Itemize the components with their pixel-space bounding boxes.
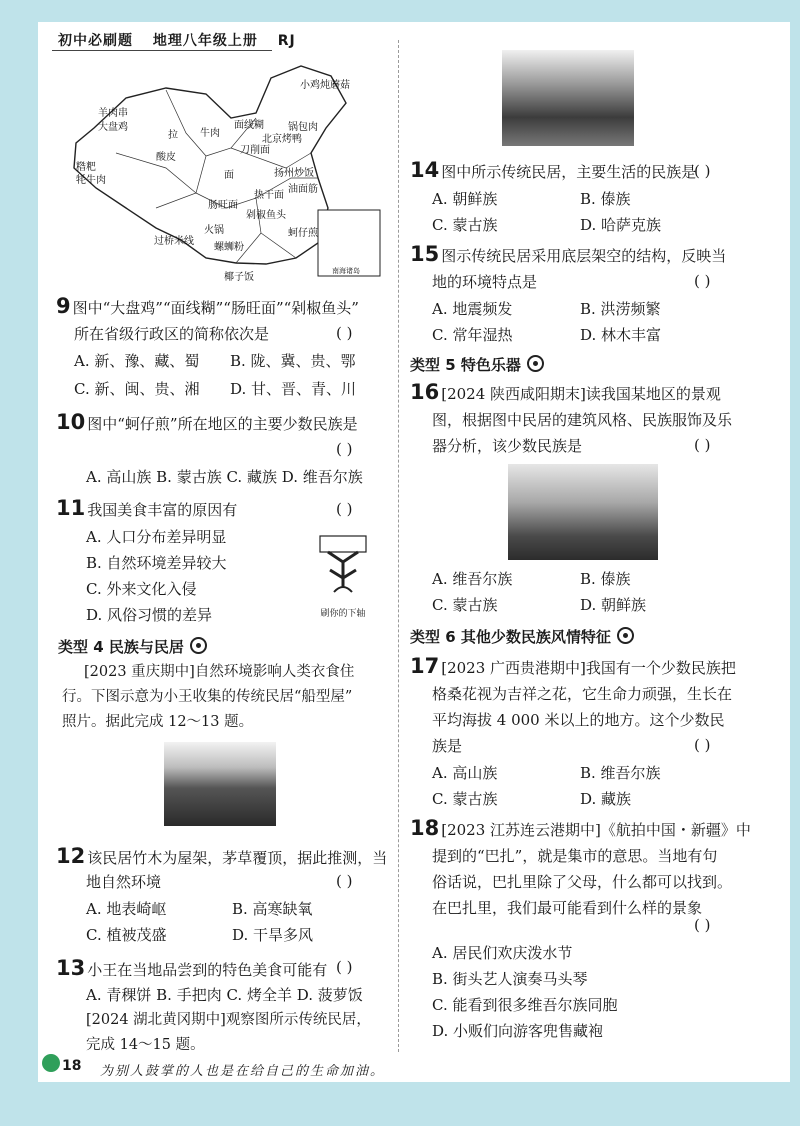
answer-blank[interactable]: ( ) [336, 324, 353, 342]
intro-12-13 [62, 660, 354, 735]
question-stem-cont: 俗话说，巴扎里除了父母，什么都可以找到。 [432, 873, 733, 891]
question-number: 15 [410, 242, 440, 266]
question-number: 10 [56, 410, 86, 434]
answer-blank[interactable]: ( ) [336, 500, 353, 518]
section-title-text: 类型 6 其他少数民族风情特征 [410, 628, 611, 646]
map-label: 北京烤鸭 [262, 134, 302, 145]
question-16 [410, 380, 721, 406]
question-stem-cont: 族是 [432, 737, 463, 755]
option-a[interactable]: A. 维吾尔族 [432, 570, 513, 588]
option-a[interactable]: A. 新、豫、藏、蜀 [74, 352, 200, 370]
option-b[interactable]: B. 高寒缺氧 [232, 900, 313, 918]
intro-line: [2023 重庆期中]自然环境影响人类衣食住 [84, 664, 355, 680]
subject-title: 地理八年级上册 [152, 33, 258, 49]
question-stem-cont: 器分析，该少数民族是 [432, 437, 583, 455]
question-stem-cont: 图，根据图中民居的建筑风格、民族服饰及乐 [432, 411, 733, 429]
brand-logo-icon [42, 1054, 60, 1072]
stamp-caption: 刷你的下轴 [320, 609, 366, 619]
question-stem-cont: 在巴扎里，我们最可能看到什么样的景象 [432, 899, 703, 917]
option-a[interactable]: A. 居民们欢庆泼水节 [432, 944, 573, 962]
column-divider [398, 40, 399, 1052]
header-rule [52, 50, 272, 51]
option-c[interactable]: C. 外来文化入侵 [86, 580, 197, 598]
section-4-title [58, 636, 207, 657]
mascot-icon [308, 532, 378, 602]
option-d[interactable]: D. 干旱多风 [232, 926, 314, 944]
section-title-text: 类型 4 民族与民居 [58, 638, 184, 656]
answer-blank[interactable]: ( ) [694, 916, 711, 934]
option-c[interactable]: C. 蒙古族 [432, 596, 498, 614]
map-label: 剁椒鱼头 [246, 210, 286, 221]
question-9 [56, 294, 386, 320]
question-stem: [2024 陕西咸阳期末]读我国某地区的景观 [441, 385, 721, 403]
question-10 [56, 410, 358, 436]
option-d[interactable]: D. 朝鲜族 [580, 596, 647, 614]
landscape-photo [508, 464, 658, 560]
map-label: 南海诸岛 [332, 267, 360, 275]
boat-house-photo [164, 742, 276, 826]
option-c[interactable]: C. 新、闽、贵、湘 [74, 380, 200, 398]
map-label: 羊肉串 [98, 108, 128, 119]
question-number: 13 [56, 956, 86, 980]
map-label: 油面筋 [288, 184, 318, 195]
option-a[interactable]: A. 人口分布差异明显 [86, 528, 227, 546]
map-label: 大盘鸡 [98, 122, 128, 133]
question-stem: 图中“蚵仔煎”所在地区的主要少数民族是 [87, 415, 358, 433]
mascot-stamp [308, 532, 378, 619]
option-d[interactable]: D. 藏族 [580, 790, 632, 808]
question-stem-cont: 平均海拔 4 000 米以上的地方。这个少数民 [432, 711, 725, 729]
answer-blank[interactable]: ( ) [694, 272, 711, 290]
map-label: 扬州炒饭 [274, 168, 314, 179]
stilt-house-photo [502, 50, 634, 146]
option-b[interactable]: B. 洪涝频繁 [580, 300, 661, 318]
option-c[interactable]: C. 蒙古族 [432, 790, 498, 808]
map-label: 牛肉 [200, 128, 220, 139]
answer-blank[interactable]: ( ) [336, 440, 353, 458]
intro-line: [2024 湖北黄冈期中]观察图所示传统民居， [86, 1012, 371, 1028]
target-icon [617, 627, 634, 644]
page-number: 18 [62, 1058, 82, 1074]
section-5-title [410, 354, 544, 375]
question-stem: [2023 广西贵港期中]我国有一个少数民族把 [441, 659, 736, 677]
answer-blank[interactable]: ( ) [336, 872, 353, 890]
question-number: 14 [410, 158, 440, 182]
map-label: 蚵仔煎 [288, 228, 318, 239]
map-label: 酸皮 [156, 152, 176, 163]
question-11 [56, 496, 237, 522]
section-6-title [410, 626, 634, 647]
option-c[interactable]: C. 植被茂盛 [86, 926, 167, 944]
question-stem: 图中所示传统民居，主要生活的民族是 [441, 163, 697, 181]
option-c[interactable]: C. 蒙古族 [432, 216, 498, 234]
map-label: 过桥米线 [154, 236, 194, 247]
map-label: 牦牛肉 [76, 175, 106, 186]
series-title: 初中必刷题 [58, 33, 133, 49]
option-d[interactable]: D. 林木丰富 [580, 326, 662, 344]
intro-14-15 [86, 1008, 371, 1058]
options-line[interactable]: A. 青稞饼 B. 手把肉 C. 烤全羊 D. 菠萝饭 [86, 986, 363, 1004]
question-stem: 小王在当地品尝到的特色美食可能有 [87, 961, 328, 979]
question-14 [410, 158, 696, 184]
intro-line: 行。下图示意为小王收集的传统民居“船型屋” [62, 689, 353, 705]
question-stem: 图中“大盘鸡”“面线糊”“肠旺面”“剁椒鱼头” [72, 299, 359, 317]
question-stem: 我国美食丰富的原因有 [87, 501, 238, 519]
question-stem: 该民居竹木为屋架，茅草覆顶，据此推测，当 [87, 849, 388, 867]
question-stem-cont: 所在省级行政区的简称依次是 [74, 325, 270, 343]
option-d[interactable]: D. 甘、晋、青、川 [230, 380, 357, 398]
question-stem-cont: 提到的“巴扎”，就是集市的意思。当地有句 [432, 847, 718, 865]
option-c[interactable]: C. 常年湿热 [432, 326, 513, 344]
option-d[interactable]: D. 风俗习惯的差异 [86, 606, 213, 624]
map-label: 拉 [168, 130, 178, 141]
question-15 [410, 242, 726, 268]
footer-motto: 为别人鼓掌的人也是在给自己的生命加油。 [100, 1064, 386, 1079]
edition-label: RJ [277, 33, 296, 49]
map-label: 小鸡炖蘑菇 [300, 80, 350, 91]
option-a[interactable]: A. 地表崎岖 [86, 900, 167, 918]
question-stem-cont: 地自然环境 [86, 873, 162, 891]
map-label: 肠旺面 [208, 200, 238, 211]
map-label: 面 [224, 170, 234, 181]
intro-line: 完成 14～15 题。 [86, 1037, 205, 1053]
option-b[interactable]: B. 自然环境差异较大 [86, 554, 227, 572]
question-13 [56, 956, 327, 982]
question-number: 9 [56, 294, 71, 318]
target-icon [190, 637, 207, 654]
answer-blank[interactable]: ( ) [694, 736, 711, 754]
map-label: 螺蛳粉 [214, 242, 244, 253]
map-label: 热干面 [254, 190, 284, 201]
question-number: 12 [56, 844, 86, 868]
question-number: 18 [410, 816, 440, 840]
option-a[interactable]: A. 高山族 [432, 764, 498, 782]
answer-blank[interactable]: ( ) [694, 436, 711, 454]
answer-blank[interactable]: ( ) [694, 162, 711, 180]
option-b[interactable]: B. 街头艺人演奏马头琴 [432, 970, 588, 988]
question-stem: 图示传统民居采用底层架空的结构，反映当 [441, 247, 727, 265]
option-a[interactable]: A. 地震频发 [432, 300, 513, 318]
option-a[interactable]: A. 朝鲜族 [432, 190, 498, 208]
options-line[interactable]: A. 高山族 B. 蒙古族 C. 藏族 D. 维吾尔族 [86, 468, 363, 486]
option-d[interactable]: D. 小贩们向游客兜售藏袍 [432, 1022, 604, 1040]
intro-line: 照片。据此完成 12～13 题。 [62, 714, 254, 730]
map-label: 糌粑 [76, 162, 96, 173]
map-label: 刀削面 [240, 145, 270, 156]
question-stem-cont: 格桑花视为吉祥之花，它生命力顽强，生长在 [432, 685, 733, 703]
option-b[interactable]: B. 傣族 [580, 190, 631, 208]
page-header [58, 30, 310, 50]
target-icon [527, 355, 544, 372]
map-label: 面线糊 [234, 120, 264, 131]
section-title-text: 类型 5 特色乐器 [410, 356, 521, 374]
option-b[interactable]: B. 维吾尔族 [580, 764, 661, 782]
option-b[interactable]: B. 傣族 [580, 570, 631, 588]
question-17 [410, 654, 736, 680]
question-stem: [2023 江苏连云港期中]《航拍中国・新疆》中 [441, 821, 751, 839]
option-d[interactable]: D. 哈萨克族 [580, 216, 662, 234]
map-label: 椰子饭 [224, 272, 254, 283]
option-b[interactable]: B. 陇、冀、贵、鄂 [230, 352, 356, 370]
question-stem-cont: 地的环境特点是 [432, 273, 538, 291]
question-number: 17 [410, 654, 440, 678]
answer-blank[interactable]: ( ) [336, 958, 353, 976]
option-c[interactable]: C. 能看到很多维吾尔族同胞 [432, 996, 618, 1014]
map-label: 锅包肉 [288, 122, 318, 133]
question-12 [56, 844, 387, 870]
question-18 [410, 816, 751, 842]
map-label: 火锅 [204, 225, 224, 236]
question-number: 16 [410, 380, 440, 404]
china-food-map [56, 58, 386, 284]
question-number: 11 [56, 496, 86, 520]
